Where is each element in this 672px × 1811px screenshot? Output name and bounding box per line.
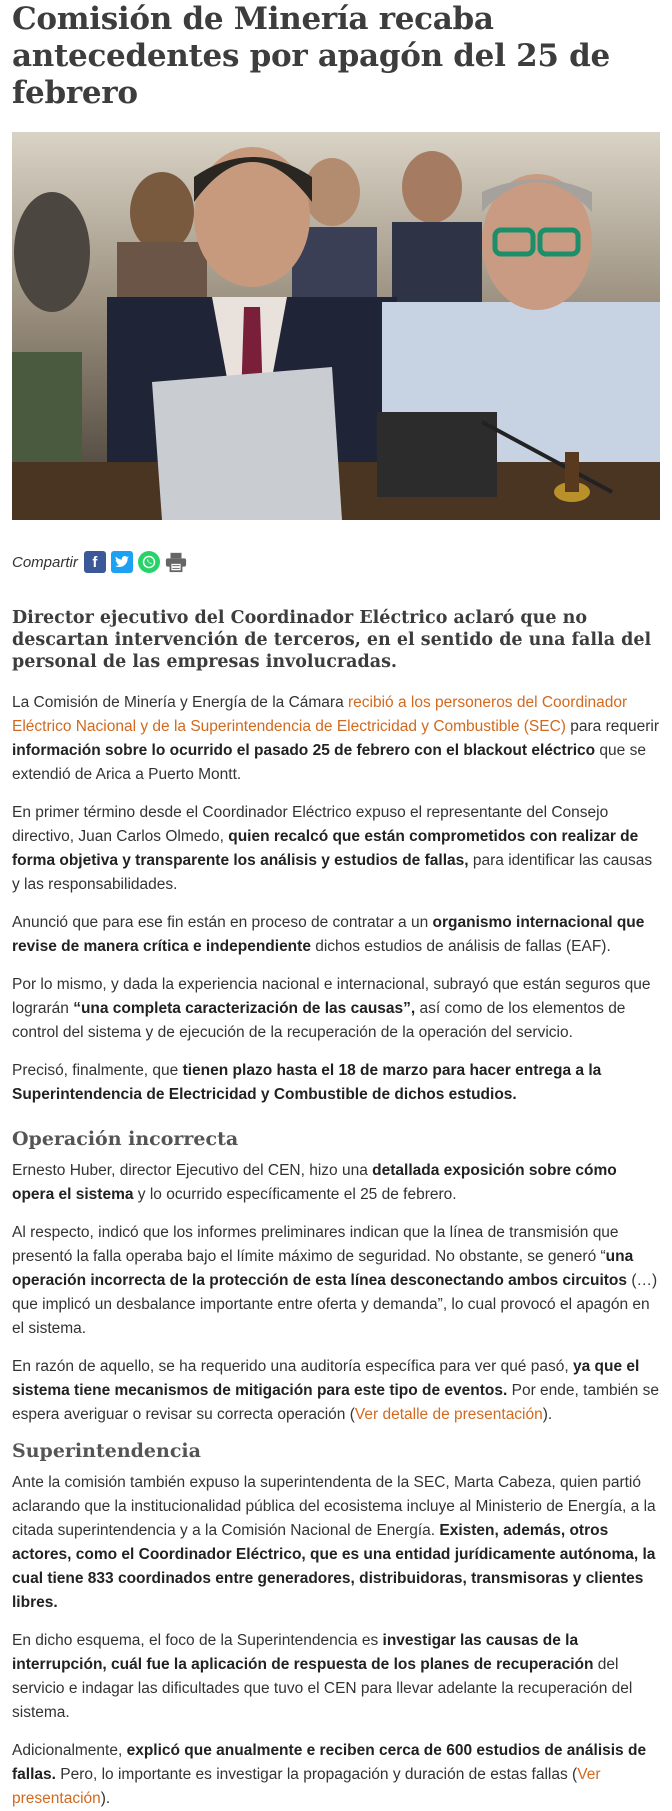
article-title: Comisión de Minería recaba antecedentes por apagón del 25 de febrero [12, 1, 610, 111]
link-personeros[interactable]: recibió a los personeros del Coordinador Eléctrico Nacional y de la Superintendencia de Electricidad y Combustible (SEC) [12, 694, 628, 735]
paragraph: Precisó, finalmente, que tienen plazo hasta el 18 de marzo para hacer entrega a la Superintendencia de Electricidad y Combustible de dichos estudios. [12, 1062, 602, 1103]
paragraph: En dicho esquema, el foco de la Superintendencia es investigar las causas de la interrupción, cuál fue la aplicación de respuesta de los planes de recuperación del servicio e indagar las dificultades que tuvo el CEN para llevar adelante la recuperación del sistema. [12, 1632, 633, 1721]
paragraph: Al respecto, indicó que los informes preliminares indican que la línea de transmisión que presentó la falla operaba bajo el límite máximo de seguridad. No obstante, se generó “una operación incorrecta de la protección de esta línea desconectando ambos circuitos (…) que implicó un desbalance importante entre oferta y demanda”, lo cual provocó el apagón en el sistema. [12, 1224, 658, 1337]
whatsapp-icon[interactable] [138, 551, 160, 573]
paragraph: En razón de aquello, se ha requerido una auditoría específica para ver qué pasó, ya que el sistema tiene mecanismos de mitigación para este tipo de eventos. Por ende, también se espera averiguar o revisar su correcta operación (Ver detalle de presentación). [12, 1358, 659, 1423]
share-bar [12, 549, 660, 575]
paragraph: En primer término desde el Coordinador Eléctrico expuso el representante del Consejo directivo, Juan Carlos Olmedo, quien recalcó que están comprometidos con realizar de forma objetiva y transparente los análisis y estudios de fallas, para identificar las causas y las responsabilidades. [12, 804, 653, 893]
paragraph: Ante la comisión también expuso la superintendenta de la SEC, Marta Cabeza, quien partió aclarando que la institucionalidad pública del ecosistema incluye al Ministerio de Energía, a la citada superintendencia y a la Comisión Nacional de Energía. Existen, además, otros actores, como el Coordinador Eléctrico, que es una entidad jurídicamente autónoma, la cual tiene 833 coordinados entre generadores, distribuidoras, transmisoras y clientes libres. [12, 1474, 656, 1611]
paragraph: Ernesto Huber, director Ejecutivo del CEN, hizo una detallada exposición sobre cómo opera el sistema y lo ocurrido específicamente el 25 de febrero. [12, 1162, 617, 1203]
paragraph: Anunció que para ese fin están en proceso de contratar a un organismo internacional que revise de manera crítica e independiente dichos estudios de análisis de fallas (EAF). [12, 914, 645, 955]
paragraph: Por lo mismo, y dada la experiencia nacional e internacional, subrayó que están seguros que lograrán “una completa caracterización de las causas”, así como de los elementos de control del sistema y de ejecución de la recuperación de la operación del servicio. [12, 976, 651, 1041]
share-label: Compartir [12, 553, 78, 571]
article-lead: Director ejecutivo del Coordinador Eléctrico aclaró que no descartan intervención de terceros, en el sentido de una falla del personal de las empresas involucradas. [12, 608, 652, 672]
link-ver-detalle-presentacion[interactable]: Ver detalle de presentación [354, 1406, 543, 1423]
twitter-icon[interactable] [111, 551, 133, 573]
hearing-photo-illustration [12, 132, 660, 520]
section-heading-superintendencia: Superintendencia [12, 1440, 201, 1462]
paragraph: La Comisión de Minería y Energía de la Cámara recibió a los personeros del Coordinador Eléctrico Nacional y de la Superintendencia de Electricidad y Combustible (SEC) para requerir información sobre lo ocurrido el pasado 25 de febrero con el blackout eléctrico que se extendió de Arica a Puerto Montt. [12, 694, 660, 783]
link-ver-presentacion[interactable]: Ver presentación [12, 1766, 601, 1807]
article-photo [12, 132, 660, 520]
facebook-icon[interactable]: f [84, 551, 106, 573]
print-icon[interactable] [165, 551, 187, 573]
section-heading-operacion: Operación incorrecta [12, 1128, 239, 1150]
paragraph: Adicionalmente, explicó que anualmente e reciben cerca de 600 estudios de análisis de fallas. Pero, lo importante es investigar la propagación y duración de estas fallas (Ver presentación). [12, 1742, 647, 1807]
